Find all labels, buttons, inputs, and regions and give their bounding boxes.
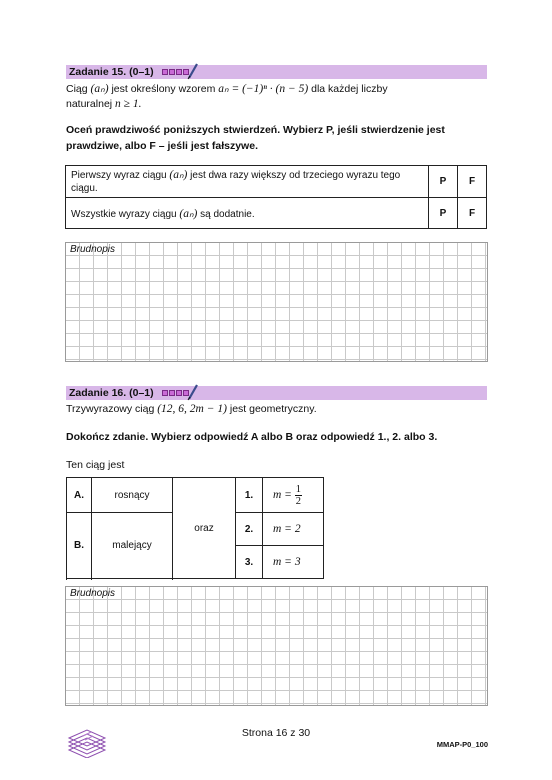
num-option-1-label[interactable]: 1. bbox=[236, 478, 263, 513]
intro-text: Ciąg bbox=[66, 83, 88, 95]
intro-text: naturalnej bbox=[66, 98, 113, 110]
sequence-symbol: (aₙ) bbox=[90, 83, 109, 95]
statement-cell: Wszystkie wyrazy ciągu (aₙ) są dodatnie. bbox=[66, 198, 429, 229]
pen-icon bbox=[186, 383, 200, 401]
true-false-table bbox=[65, 165, 487, 229]
option-b-label[interactable]: B. bbox=[67, 513, 92, 579]
answer-p-option[interactable]: P bbox=[429, 166, 458, 198]
intro-text: dla każdej liczby bbox=[311, 83, 388, 95]
task15-instruction-line2: prawdziwe, albo F – jeśli jest fałszywe. bbox=[66, 140, 258, 152]
scratch-grid[interactable] bbox=[65, 242, 488, 362]
intro-text: jest określony wzorem bbox=[111, 83, 216, 95]
scratch-label: Brudnopis bbox=[70, 588, 116, 599]
statement-row bbox=[66, 198, 487, 229]
condition-math: n ≥ 1. bbox=[115, 98, 142, 110]
statement-cell: Pierwszy wyraz ciągu (aₙ) jest dwa razy większy od trzeciego wyrazu tego ciągu. bbox=[66, 166, 429, 198]
task16-title: Zadanie 16. (0–1) bbox=[69, 387, 154, 399]
task15-header-bar bbox=[66, 65, 487, 79]
sequence-formula: aₙ = (−1)ⁿ · (n − 5) bbox=[218, 83, 309, 95]
exam-code: MMAP-P0_100 bbox=[436, 740, 488, 749]
pen-icon bbox=[186, 62, 200, 80]
scratch-grid[interactable] bbox=[65, 586, 488, 706]
sequence-terms: (12, 6, 2m − 1) bbox=[157, 403, 227, 415]
fraction: $\frac{1}{2}$ bbox=[295, 483, 301, 507]
choice-table bbox=[66, 477, 324, 579]
task15-intro-line1 bbox=[66, 81, 388, 95]
option-a-text[interactable]: rosnący bbox=[92, 478, 173, 513]
task16-header-bar bbox=[66, 386, 487, 400]
task16-instruction: Dokończ zdanie. Wybierz odpowiedź A albo B oraz odpowiedź 1., 2. albo 3. bbox=[66, 431, 438, 443]
scratch-label: Brudnopis bbox=[70, 244, 116, 255]
num-option-3-value[interactable]: m = 3 bbox=[263, 546, 324, 579]
oraz-connector: oraz bbox=[173, 478, 236, 579]
option-a-label[interactable]: A. bbox=[67, 478, 92, 513]
answer-f-option[interactable]: F bbox=[458, 198, 487, 229]
task16-intro: Trzywyrazowy ciąg (12, 6, 2m − 1) jest geometryczny. bbox=[66, 403, 317, 415]
task16-lead: Ten ciąg jest bbox=[66, 459, 125, 471]
num-option-2-label[interactable]: 2. bbox=[236, 513, 263, 546]
option-b-text[interactable]: malejący bbox=[92, 513, 173, 579]
num-option-1-value[interactable]: m = $\frac{1}{2}$ bbox=[263, 478, 324, 513]
statement-row bbox=[66, 166, 487, 198]
answer-p-option[interactable]: P bbox=[429, 198, 458, 229]
answer-f-option[interactable]: F bbox=[458, 166, 487, 198]
num-option-2-value[interactable]: m = 2 bbox=[263, 513, 324, 546]
task15-title: Zadanie 15. (0–1) bbox=[69, 66, 154, 78]
num-option-3-label[interactable]: 3. bbox=[236, 546, 263, 579]
page-number: Strona 16 z 30 bbox=[241, 727, 311, 739]
task15-intro-line2 bbox=[66, 98, 141, 110]
task15-instruction-line1: Oceń prawdziwość poniższych stwierdzeń. Wybierz P, jeśli stwierdzenie jest bbox=[66, 124, 445, 136]
